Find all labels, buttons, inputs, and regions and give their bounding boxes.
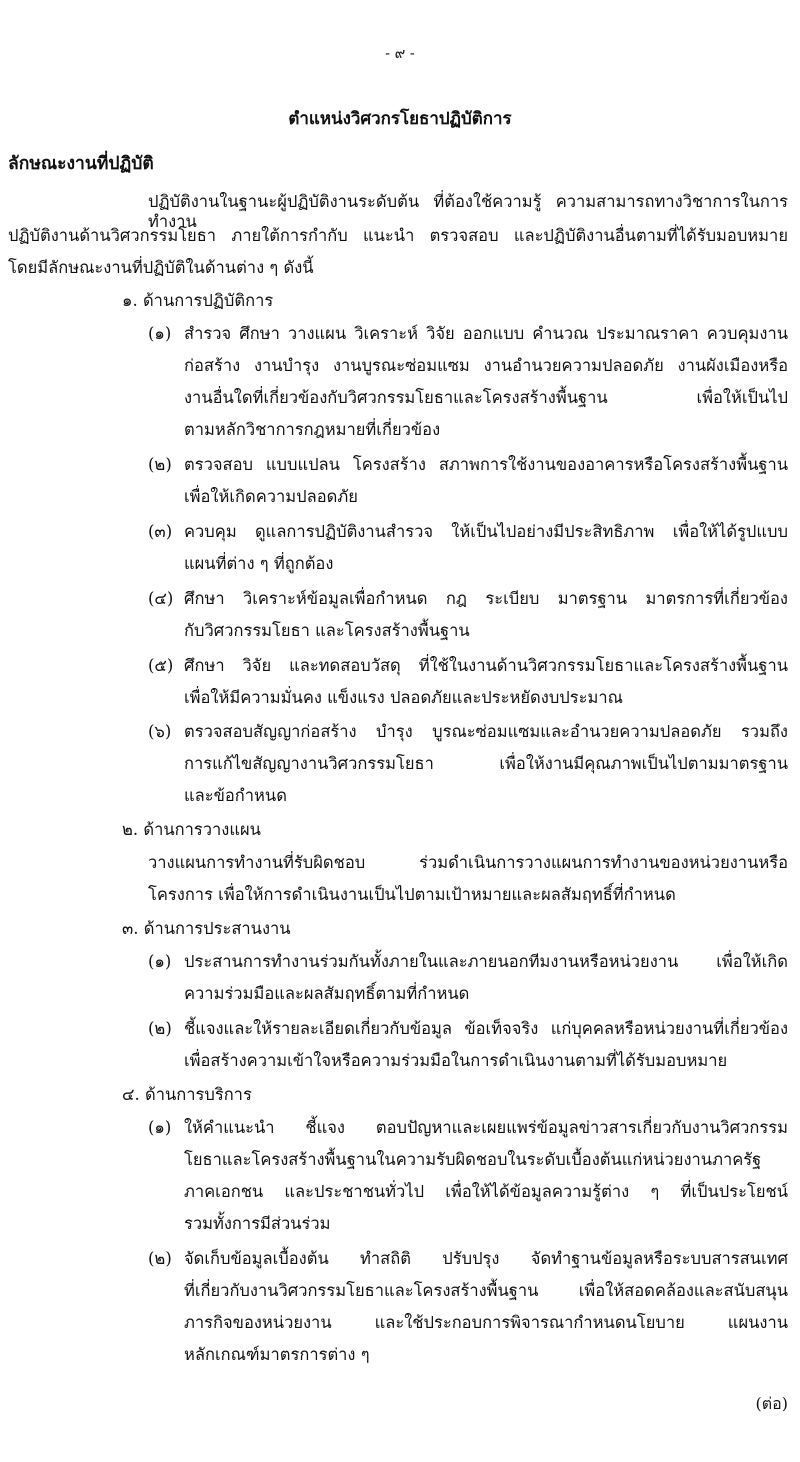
item-line: โยธาและโครงสร้างพื้นฐานในความรับผิดชอบในระดับเบื้องต้นแก่หน่วยงานภาครัฐ bbox=[184, 1150, 762, 1169]
item-line: ศึกษา วิเคราะห์ข้อมูลเพื่อกำหนด กฎ ระเบียบ มาตรฐาน มาตรการที่เกี่ยวข้อง bbox=[184, 589, 788, 608]
item-line: ตรวจสอบสัญญาก่อสร้าง บำรุง บูรณะซ่อมแซมและอำนวยความปลอดภัย รวมถึง bbox=[184, 722, 788, 741]
item-line: ชี้แจงและให้รายละเอียดเกี่ยวกับข้อมูล ข้อเท็จจริง แก่บุคคลหรือหน่วยงานที่เกี่ยวข้อง bbox=[184, 1019, 788, 1038]
section-1-heading: ๑. ด้านการปฏิบัติการ bbox=[122, 291, 274, 310]
item-line: เพื่อให้เกิดความปลอดภัย bbox=[184, 487, 358, 506]
item-line: และข้อกำหนด bbox=[184, 786, 287, 805]
continued-marker: (ต่อ) bbox=[755, 1394, 788, 1413]
item-line: ภารกิจของหน่วยงาน และใช้ประกอบการพิจารณากำหนดนโยบาย แผนงาน bbox=[184, 1313, 788, 1332]
item-line: ควบคุม ดูแลการปฏิบัติงานสำรวจ ให้เป็นไปอย่างมีประสิทธิภาพ เพื่อให้ได้รูปแบบ bbox=[184, 522, 788, 541]
item-number: (๑) bbox=[148, 952, 172, 971]
item-line: จัดเก็บข้อมูลเบื้องต้น ทำสถิติ ปรับปรุง จัดทำฐานข้อมูลหรือระบบสารสนเทศ bbox=[184, 1249, 788, 1268]
paragraph-line: โครงการ เพื่อให้การดำเนินงานเป็นไปตามเป้าหมายและผลสัมฤทธิ์ที่กำหนด bbox=[148, 885, 676, 904]
section-3-heading: ๓. ด้านการประสานงาน bbox=[122, 919, 291, 938]
item-line: ให้คำแนะนำ ชี้แจง ตอบปัญหาและเผยแพร่ข้อมูลข่าวสารเกี่ยวกับงานวิศวกรรม bbox=[184, 1118, 788, 1137]
item-line: เพื่อสร้างความเข้าใจหรือความร่วมมือในการดำเนินงานตามที่ได้รับมอบหมาย bbox=[184, 1051, 728, 1070]
intro-line: ปฏิบัติงานในฐานะผู้ปฏิบัติงานระดับต้น ที่ต้องใช้ความรู้ ความสามารถทางวิชาการในการทำงาน bbox=[148, 192, 788, 231]
intro-line: โดยมีลักษณะงานที่ปฏิบัติในด้านต่าง ๆ ดังนี้ bbox=[8, 258, 314, 277]
item-line: การแก้ไขสัญญางานวิศวกรรมโยธา เพื่อให้งานมีคุณภาพเป็นไปตามมาตรฐาน bbox=[184, 754, 788, 773]
item-number: (๔) bbox=[148, 589, 174, 608]
item-line: ตามหลักวิชาการกฎหมายที่เกี่ยวข้อง bbox=[184, 420, 441, 439]
item-line: ความร่วมมือและผลสัมฤทธิ์ตามที่กำหนด bbox=[184, 984, 470, 1003]
item-line: ที่เกี่ยวกับงานวิศวกรรมโยธาและโครงสร้างพื้นฐาน เพื่อให้สอดคล้องและสนับสนุน bbox=[184, 1281, 788, 1300]
item-number: (๑) bbox=[148, 324, 172, 343]
item-line: สำรวจ ศึกษา วางแผน วิเคราะห์ วิจัย ออกแบบ คำนวณ ประมาณราคา ควบคุมงาน bbox=[184, 324, 788, 343]
item-line: เพื่อให้มีความมั่นคง แข็งแรง ปลอดภัยและประหยัดงบประมาณ bbox=[184, 688, 623, 707]
item-number: (๖) bbox=[148, 722, 172, 741]
item-line: ก่อสร้าง งานบำรุง งานบูรณะซ่อมแซม งานอำนวยความปลอดภัย งานผังเมืองหรือ bbox=[184, 356, 788, 375]
item-number: (๒) bbox=[148, 1019, 172, 1038]
item-line: หลักเกณฑ์มาตรการต่าง ๆ bbox=[184, 1345, 370, 1364]
intro-line: ปฏิบัติงานด้านวิศวกรรมโยธา ภายใต้การกำกับ แนะนำ ตรวจสอบ และปฏิบัติงานอื่นตามที่ได้รับมอบหมาย bbox=[8, 226, 788, 245]
item-number: (๒) bbox=[148, 1249, 172, 1268]
page-number: - ๙ - bbox=[385, 46, 415, 62]
page-title: ตำแหน่งวิศวกรโยธาปฏิบัติการ bbox=[288, 108, 512, 128]
section-4-heading: ๔. ด้านการบริการ bbox=[122, 1085, 252, 1104]
item-line: ภาคเอกชน และประชาชนทั่วไป เพื่อให้ได้ข้อมูลความรู้ต่าง ๆ ที่เป็นประโยชน์ bbox=[184, 1182, 788, 1201]
item-line: ประสานการทำงานร่วมกันทั้งภายในและภายนอกทีมงานหรือหน่วยงาน เพื่อให้เกิด bbox=[184, 952, 788, 971]
section-heading: ลักษณะงานที่ปฏิบัติ bbox=[8, 154, 154, 174]
item-line: รวมทั้งการมีส่วนร่วม bbox=[184, 1214, 331, 1233]
section-2-heading: ๒. ด้านการวางแผน bbox=[122, 820, 261, 839]
item-number: (๕) bbox=[148, 656, 174, 675]
paragraph-line: วางแผนการทำงานที่รับผิดชอบ ร่วมดำเนินการวางแผนการทำงานของหน่วยงานหรือ bbox=[148, 853, 788, 872]
item-line: ตรวจสอบ แบบแปลน โครงสร้าง สภาพการใช้งานของอาคารหรือโครงสร้างพื้นฐาน bbox=[184, 455, 788, 474]
item-number: (๑) bbox=[148, 1118, 172, 1137]
item-number: (๒) bbox=[148, 455, 172, 474]
item-number: (๓) bbox=[148, 522, 173, 541]
item-line: งานอื่นใดที่เกี่ยวข้องกับวิศวกรรมโยธาและโครงสร้างพื้นฐาน เพื่อให้เป็นไป bbox=[184, 388, 788, 407]
item-line: กับวิศวกรรมโยธา และโครงสร้างพื้นฐาน bbox=[184, 621, 470, 640]
item-line: แผนที่ต่าง ๆ ที่ถูกต้อง bbox=[184, 554, 334, 573]
item-line: ศึกษา วิจัย และทดสอบวัสดุ ที่ใช้ในงานด้านวิศวกรรมโยธาและโครงสร้างพื้นฐาน bbox=[184, 656, 788, 675]
